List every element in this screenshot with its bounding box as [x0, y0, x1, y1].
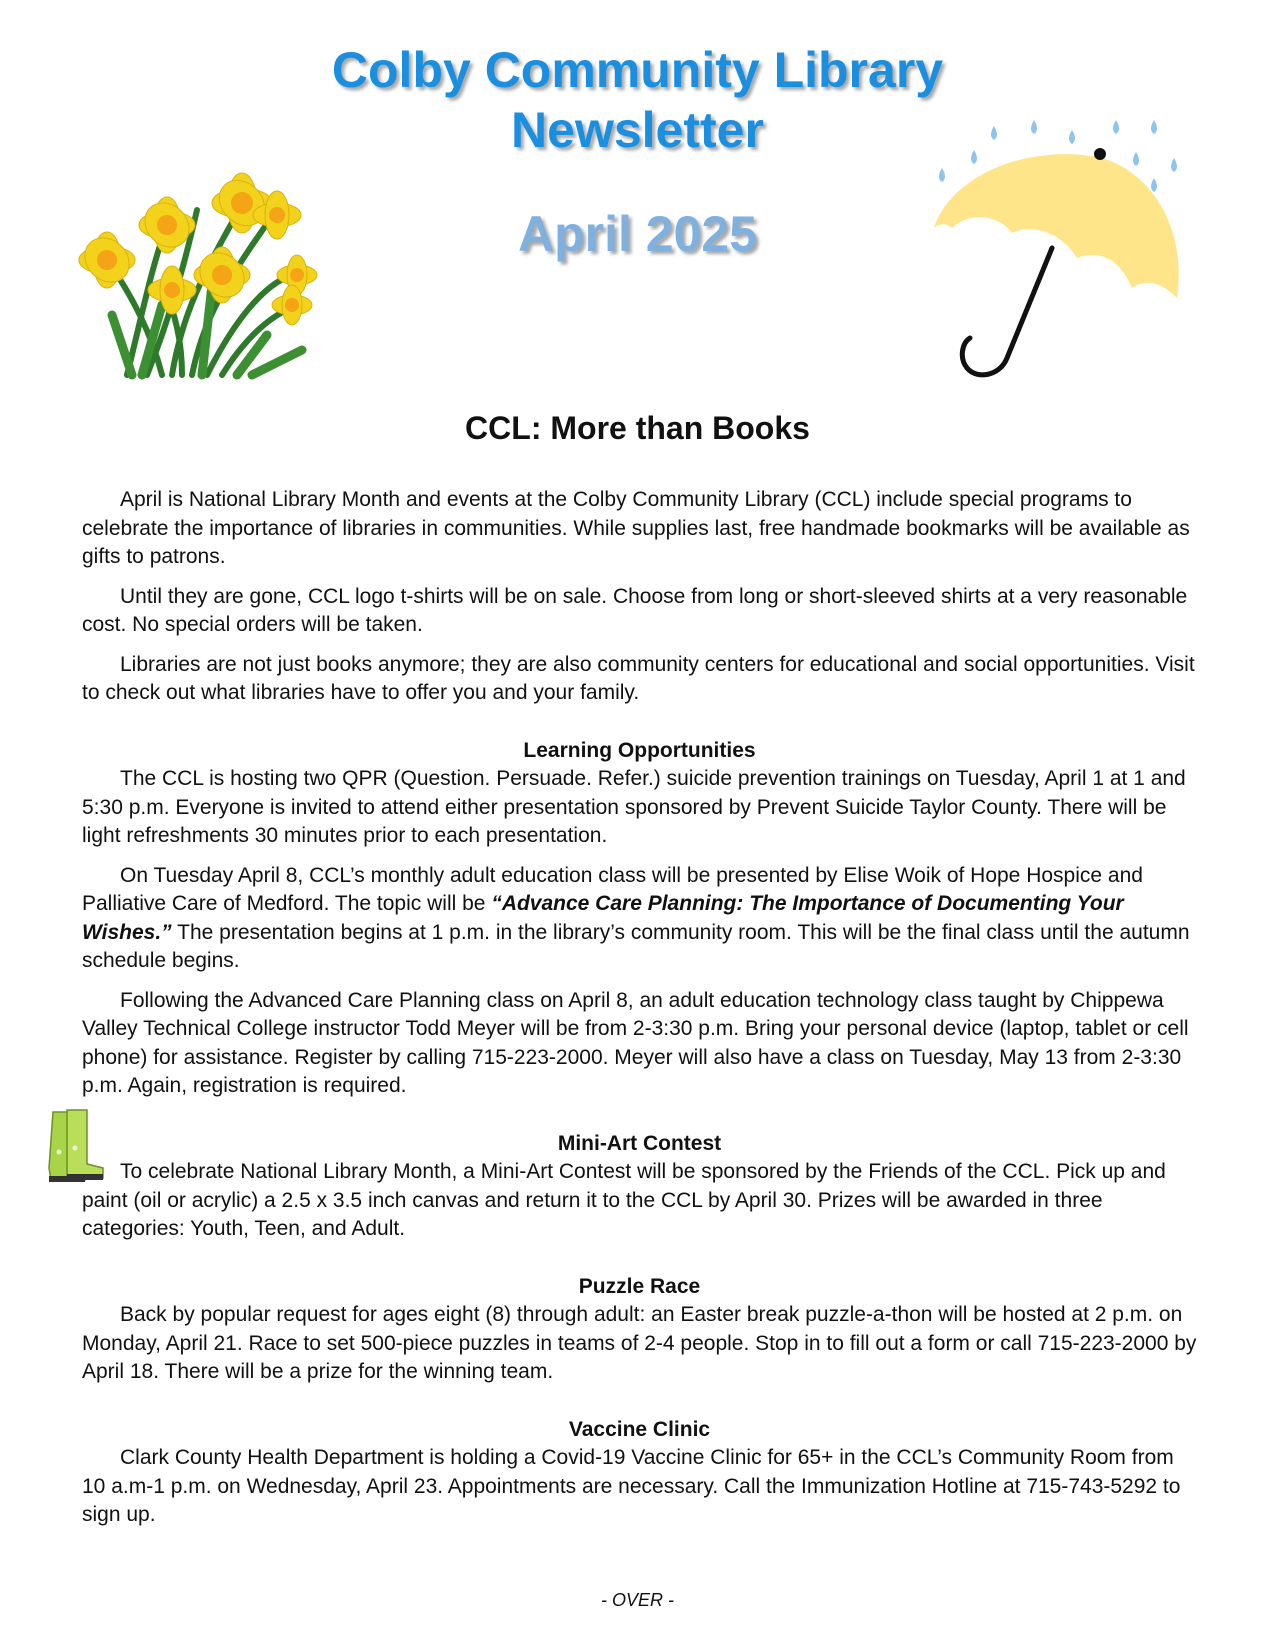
- intro-paragraph-2: Until they are gone, CCL logo t-shirts will be on sale. Choose from long or short-sleeved shirts at a very reasonable cost. No special orders will be taken.: [82, 584, 1188, 636]
- newsletter-body: [82, 486, 1197, 1541]
- puzzle-race-paragraph: Back by popular request for ages eight (8) through adult: an Easter break puzzle-a-thon will be hosted at 2 p.m. on Monday, April 21. Race to set 500-piece puzzles in teams of 2-4 people. Stop in to fill out a form or call 715-223-2000 by April 18. There will be a prize for the winning team.: [82, 1303, 1197, 1383]
- art-contest-paragraph: To celebrate National Library Month, a Mini-Art Contest will be sponsored by the Friends of the CCL. Pick up and paint (oil or acrylic) a 2.5 x 3.5 inch canvas and return it to the CCL by April 30. Prizes will be awarded in three categories: Youth, Teen, and Adult.: [82, 1160, 1166, 1240]
- section-heading-learning: Learning Opportunities: [523, 738, 756, 762]
- intro-paragraph-3: Libraries are not just books anymore; they are also community centers for educational and social opportunities. Visit to check out what libraries have to offer you and your family.: [82, 652, 1195, 704]
- section-heading-art-contest: Mini-Art Contest: [557, 1131, 722, 1155]
- learning-paragraph-2: [82, 862, 1197, 976]
- main-headline: CCL: More than Books: [465, 410, 810, 446]
- learning-paragraph-1: The CCL is hosting two QPR (Question. Persuade. Refer.) suicide prevention trainings on Tuesday, April 1 at 1 and 5:30 p.m. Everyone is invited to attend either presentation sponsored by Prevent Suicide Taylor County. There will be light refreshments 30 minutes prior to each presentation.: [82, 767, 1186, 847]
- section-heading-vaccine-clinic: Vaccine Clinic: [568, 1417, 711, 1441]
- newsletter-title-line2: Newsletter: [511, 102, 764, 158]
- issue-month: April 2025: [517, 206, 757, 262]
- intro-paragraph-1: April is National Library Month and events at the Colby Community Library (CCL) include special programs to celebrate the importance of libraries in communities. While supplies last, free handmade bookmarks will be available as gifts to patrons.: [82, 488, 1190, 568]
- page-footer: - OVER -: [600, 1590, 674, 1610]
- learning-p2-text: On Tuesday April 8, CCL’s monthly adult education class will be presented by Elise Woik of Hope Hospice and Palliative Care of Medford. The topic will be: [82, 863, 1143, 915]
- vaccine-clinic-paragraph: Clark County Health Department is holding a Covid-19 Vaccine Clinic for 65+ in the CCL’s Community Room from 10 a.m-1 p.m. on Wednesday, April 23. Appointments are necessary. Call the Immunization Hotline at 715-743-5292 to sign up.: [82, 1446, 1181, 1526]
- learning-p2-text-end: The presentation begins at 1 p.m. in the library’s community room. This will be the final class until the autumn schedule begins.: [82, 920, 1190, 972]
- class-topic: “Advance Care Planning: The Importance of Documenting Your Wishes.”: [82, 892, 1124, 944]
- learning-paragraph-3: Following the Advanced Care Planning class on April 8, an adult education technology class taught by Chippewa Valley Technical College instructor Todd Meyer will be from 2-3:30 p.m. Bring your personal device (laptop, tablet or cell phone) for assistance. Register by calling 715-223-2000. Meyer will also have a class on Tuesday, May 13 from 2-3:30 p.m. Again, registration is required.: [82, 988, 1189, 1097]
- daffodils-illustration: [72, 165, 332, 380]
- newsletter-title-line1: Colby Community Library: [331, 42, 944, 98]
- section-heading-puzzle-race: Puzzle Race: [578, 1274, 701, 1298]
- umbrella-illustration: [922, 118, 1192, 393]
